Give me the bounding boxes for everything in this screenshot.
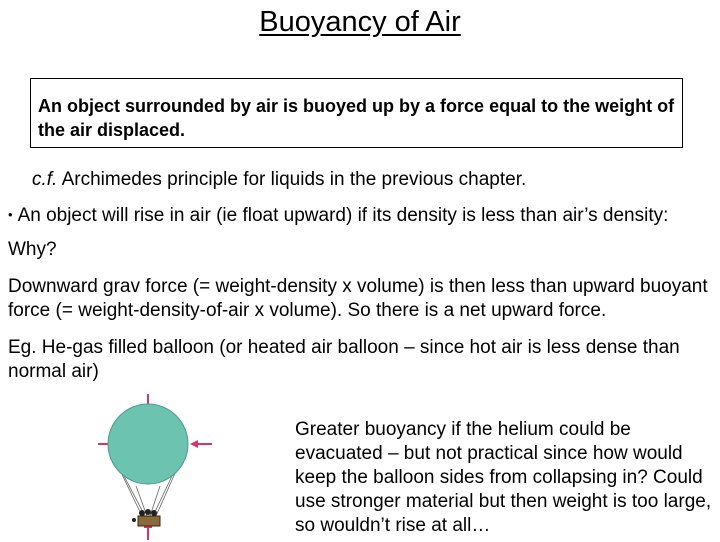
cf-line: [32, 168, 526, 192]
bullet-line: [8, 203, 668, 228]
definition-text: An object surrounded by air is buoyed up by a force equal to the weight of the air displaced.: [38, 96, 675, 140]
explanation-paragraph: Downward grav force (= weight-density x volume) is then less than upward buoyant force (= weight-density-of-air x volume). So there is a net upward force.: [8, 276, 708, 321]
cf-abbrev: c.f.: [32, 169, 58, 190]
balloon-envelope: [108, 404, 188, 484]
balloon-figure: [90, 392, 220, 542]
balloon-illustration-icon: [90, 392, 220, 542]
bullet-text: An object will rise in air (ie float upward) if its density is less than air’s density:: [17, 205, 669, 226]
cf-text: Archimedes principle for liquids in the previous chapter.: [57, 169, 527, 190]
why-question: Why?: [8, 239, 57, 260]
bullet-icon: •: [8, 207, 13, 222]
page-title: Buoyancy of Air: [259, 6, 461, 38]
balloon-caption: Greater buoyancy if the helium could be evacuated – but not practical since how would keep the balloon sides from collapsing in? Could use stronger material but then weight is too large, so wouldn’t rise at all…: [295, 419, 712, 536]
balloon-basket: [132, 509, 160, 526]
example-paragraph: Eg. He-gas filled balloon (or heated air balloon – since hot air is less dense than normal air): [8, 337, 680, 382]
